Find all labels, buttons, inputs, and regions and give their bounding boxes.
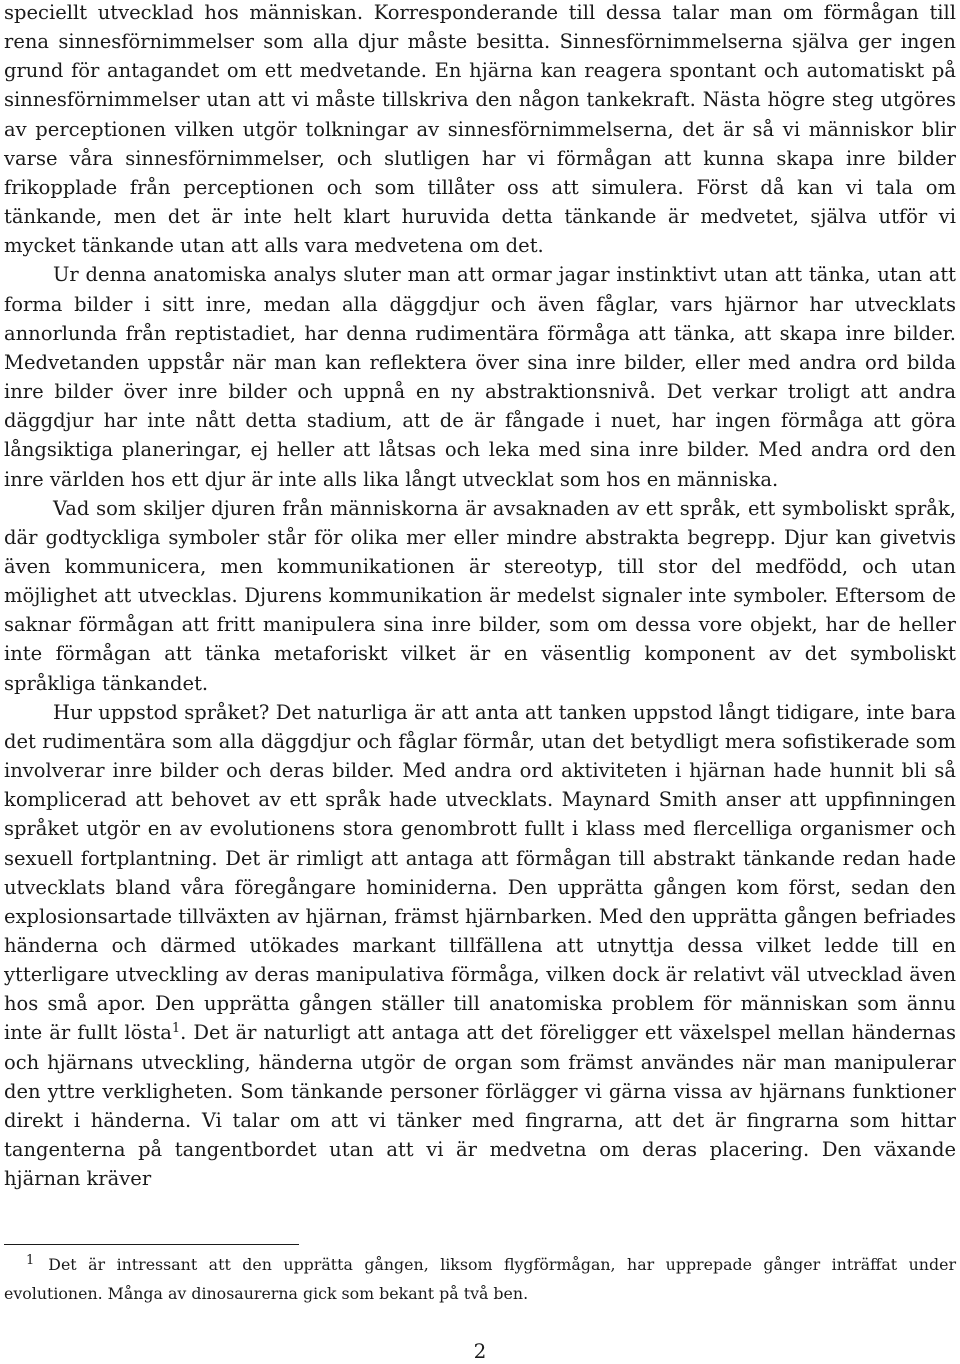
footnote-reference[interactable]: 1 [171, 1021, 181, 1037]
paragraph-1: speciellt utvecklad hos människan. Korresponderande till dessa talar man om förmågan till rena sinnesförnimmelser som alla djur måste besitta. Sinnesförnimmelserna själva ger ingen grund för antagandet om ett medvetande. En hjärna kan reagera spontant och automatiskt på sinnesförnimmelser utan att vi måste tillskriva den någon tankekraft. Nästa högre steg utgöres av perceptionen vilken utgör tolkningar av sinnesförnimmelserna, det är så vi människor blir varse våra sinnesförnimmelser, och slutligen har vi förmågan att kunna skapa inre bilder frikopplade från perceptionen och som tillåter oss att simulera. Först då kan vi tala om tänkande, men det är inte helt klart huruvida detta tänkande är medvetet, själva utför vi mycket tänkande utan att alls vara medvetena om det. [4, 1, 956, 258]
page-number: 2 [473, 1339, 487, 1363]
paragraph-3: Vad som skiljer djuren från människorna är avsaknaden av ett språk, ett symboliskt språk, där godtyckliga symboler står för olika mer eller mindre abstrakta begrepp. Djur kan givetvis även kommunicera, men kommunikationen är stereotyp, till stor del medfödd, och utan möjlighet att utvecklas. Djurens kommunikation är medelst signaler inte symboler. Eftersom de saknar förmågan att fritt manipulera sina inre bilder, som om dessa vore objekt, har de heller inte förmågan att tänka metaforiskt vilket är en väsentlig komponent av det symboliskt språkliga tänkandet. [4, 496, 956, 695]
paragraph-4-text-part-2: . Det är naturligt att antaga att det föreligger ett växelspel mellan händernas och hjärnans utveckling, händerna utgör de organ som främst användes när man manipulerar den yttre verkligheten. Som tänkande personer förlägger vi gärna vissa av hjärnans funktioner direkt i händerna. Vi talar om att vi tänker med fingrarna, att det är fingrarna som hittar tangenterna på tangentbordet utan att vi är medvetna om deras placering. Den växande hjärnan kräver [4, 1021, 956, 1191]
document-page [4, 0, 956, 1364]
footnote [4, 1250, 956, 1308]
paragraph-2: Ur denna anatomiska analys sluter man att ormar jagar instinktivt utan att tänka, utan att forma bilder i sitt inre, medan alla däggdjur och även fåglar, vars hjärnor har utvecklats annorlunda från reptistadiet, har denna rudimentära förmåga att tänka, att skapa inre bilder. Medvetanden uppstår när man kan reflektera över sina inre bilder, eller med andra ord bilda inre bilder över inre bilder och uppnå en ny abstraktionsnivå. Det verkar troligt att andra däggdjur har inte nått detta stadium, att de är fångade i nuet, har ingen förmåga att göra långsiktiga planeringar, ej heller att låtsas och leka med sina inre bilder. Med andra ord den inre världen hos ett djur är inte alls lika långt utvecklat som hos en människa. [4, 263, 956, 491]
body-text [4, 0, 956, 1193]
footnote-text: Det är intressant att den upprätta gången, liksom flygförmågan, har upprepade gånger inträffat under evolutionen. Många av dinosaurerna gick som bekant på två ben. [4, 1255, 956, 1303]
paragraph-4 [4, 698, 956, 1194]
footnote-separator [4, 1244, 299, 1245]
footnote-number: 1 [26, 1253, 35, 1269]
paragraph-4-text-part-1: Hur uppstod språket? Det naturliga är att anta att tanken uppstod långt tidigare, inte bara det rudimentära som alla däggdjur och fåglar förmår, utan det betydligt mera sofistikerade som involverar inre bilder och deras bilder. Med andra ord aktiviteten i hjärnan hade hunnit bli så komplicerad att behovet av ett språk hade utvecklats. Maynard Smith anser att uppfinningen språket utgör en av evolutionens stora genombrott fullt i klass med flercelliga organismer och sexuell fortplantning. Det är rimligt att antaga att förmågan till abstrakt tänkande redan hade utvecklats bland våra föregångare hominiderna. Den upprätta gången kom först, sedan den explosionsartade tillväxten av hjärnan, främst hjärnbarken. Med den upprätta gången befriades händerna och därmed utökades markant tillfällena att utnyttja dessa vilket ledde till en ytterligare utveckling av deras manipulativa förmåga, vilken dock är relativt väl utvecklad även hos små apor. Den upprätta gången ställer till anatomiska problem för människan som ännu inte är fullt lösta [4, 700, 956, 1045]
